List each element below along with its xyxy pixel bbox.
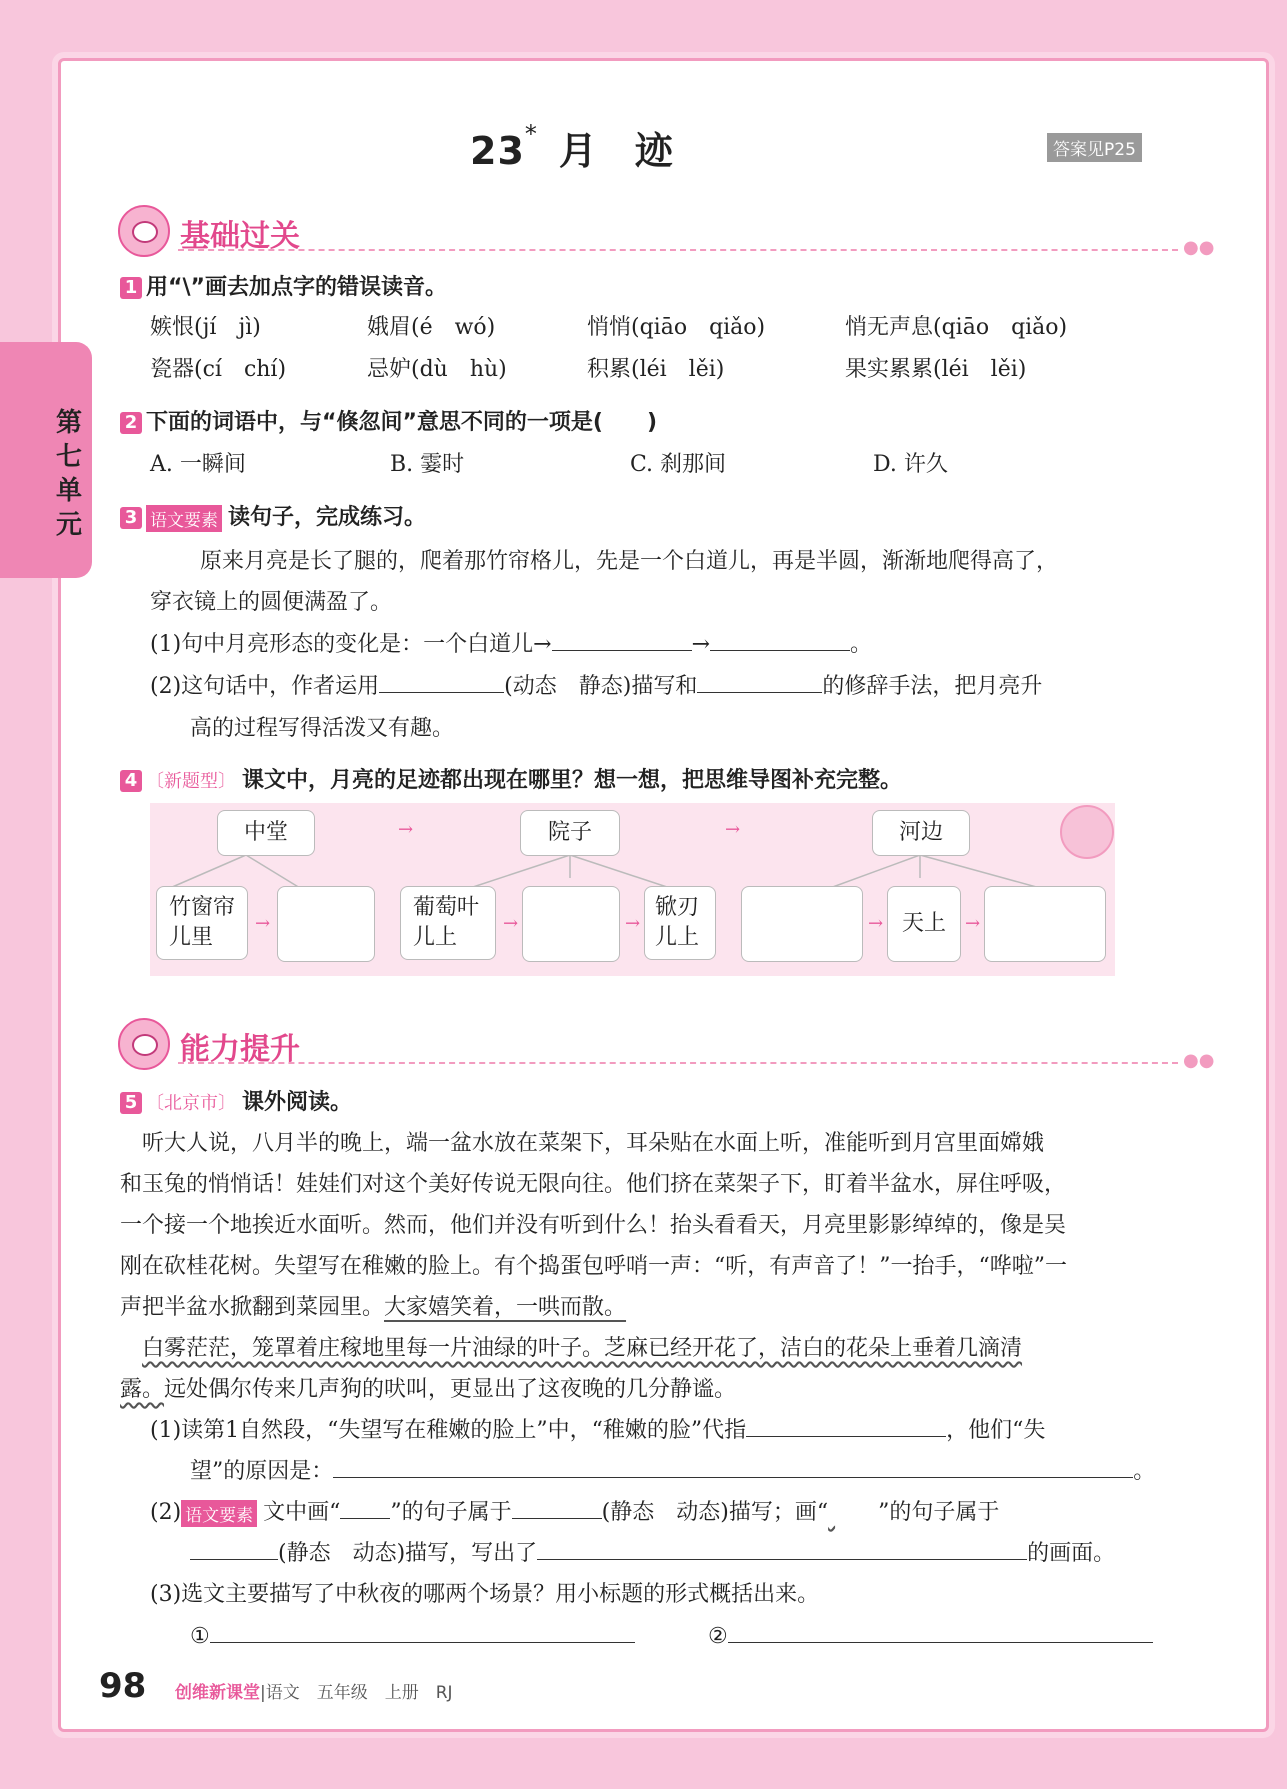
q2-option-c[interactable]: C. 刹那间: [630, 452, 727, 477]
mascot-icon: [118, 205, 170, 257]
q5-sub3: (3)选文主要描写了中秋夜的哪两个场景？用小标题的形式概括出来。: [150, 1582, 820, 1607]
question-text: 课外阅读。: [242, 1090, 353, 1115]
q1-item: 悄无声息(qiāo qiǎo): [845, 315, 1068, 340]
q1-item: 娥眉(é wó): [367, 315, 496, 340]
q3-sub2: [150, 669, 1042, 700]
arrow-icon: →: [625, 913, 641, 934]
section-title: 基础过关: [180, 219, 300, 254]
question-text: 下面的词语中，与“倏忽间”意思不同的一项是( ): [146, 410, 658, 435]
text: [120, 1336, 142, 1361]
answer-blank[interactable]: [379, 670, 504, 693]
q5-answer-1: [190, 1620, 635, 1649]
lesson-name: 月 迹: [558, 129, 673, 173]
text: →: [691, 632, 711, 657]
text: (1)读第1自然段，“失望写在稚嫩的脸上”中，“稚嫩的脸”代指: [150, 1418, 747, 1443]
question-3-prompt: [120, 500, 426, 532]
text: (静态 动态)描写，写出了: [278, 1541, 538, 1566]
separator: |: [260, 1683, 266, 1703]
answer-blank[interactable]: [333, 1455, 1133, 1478]
question-text: 读句子，完成练习。: [228, 505, 427, 530]
reading-line: 刚在砍桂花树。失望写在稚嫩的脸上。有个捣蛋包呼哨一声：“听，有声音了！”一抬手，“哗啦”一: [120, 1254, 1067, 1279]
text: ”的句子属于: [390, 1500, 512, 1525]
section-title: 能力提升: [180, 1032, 300, 1067]
underlined-sentence: 大家嬉笑着，一哄而散。: [384, 1295, 627, 1320]
arrow-icon: →: [398, 819, 414, 840]
text: (静态 动态)描写；画“: [601, 1500, 829, 1525]
wavy-sentence: 白雾茫茫，笼罩着庄稼地里每一片油绿的叶子。芝麻已经开花了，洁白的花朵上垂着几滴清: [142, 1336, 1023, 1361]
dots-icon: ●●: [1183, 237, 1215, 258]
text: 望”的原因是：: [190, 1459, 334, 1484]
q1-item: 嫉恨(jí jì): [150, 315, 261, 340]
reading-line: [120, 1331, 1022, 1362]
text: 的修辞手法，把月亮升: [822, 674, 1043, 699]
q2-option-d[interactable]: D. 许久: [873, 452, 948, 477]
question-number: 5: [120, 1092, 142, 1114]
mind-node-hebian: 河边: [872, 810, 970, 856]
text: ”的句子属于: [878, 1500, 1000, 1525]
question-number: 3: [120, 507, 142, 529]
mind-leaf-blank[interactable]: [984, 886, 1106, 962]
mind-node-yuanzi: 院子: [520, 810, 620, 856]
answer-blank[interactable]: [746, 1414, 946, 1437]
brand-name: 创维新课堂: [175, 1683, 260, 1703]
question-text: 课文中，月亮的足迹都出现在哪里？想一想，把思维导图补充完整。: [242, 768, 903, 793]
q2-option-a[interactable]: A. 一瞬间: [150, 452, 246, 477]
question-1-prompt: [120, 270, 447, 301]
arrow-icon: →: [725, 819, 741, 840]
mind-map: [150, 803, 1115, 976]
mascot-icon: [118, 1018, 170, 1070]
question-text: 用“\”画去加点字的错误读音。: [146, 275, 447, 300]
answer-blank[interactable]: [512, 1496, 602, 1519]
section-header-advance: [118, 1018, 1215, 1071]
book-info: 语文 五年级 上册 RJ: [265, 1683, 453, 1703]
answer-blank[interactable]: [728, 1620, 1153, 1643]
text: 声把半盆水掀翻到菜园里。: [120, 1295, 385, 1320]
text: 的画面。: [1027, 1541, 1116, 1566]
q1-item: 忌妒(dù hù): [367, 357, 507, 382]
reading-line: 和玉兔的悄悄话！娃娃们对这个美好传说无限向往。他们挤在菜架子下，盯着半盆水，屏住呼吸，: [120, 1172, 1067, 1197]
mind-node-zhongtang: 中堂: [217, 810, 315, 856]
literacy-tag: 语文要素: [146, 505, 222, 532]
q5-sub2: [150, 1495, 999, 1527]
reading-line: 一个接一个地挨近水面听。然而，他们并没有听到什么！抬头看看天，月亮里影影绰绰的，像是吴: [120, 1213, 1067, 1238]
text: 。: [850, 632, 873, 657]
question-2-prompt: [120, 405, 657, 436]
lesson-title: [470, 120, 673, 175]
answer-blank[interactable]: [552, 628, 692, 651]
region-tag: 〔北京市〕: [146, 1093, 236, 1114]
arrow-icon: →: [965, 913, 981, 934]
question-number: 4: [120, 770, 142, 792]
moon-icon: [1060, 805, 1114, 859]
dots-icon: ●●: [1183, 1050, 1215, 1071]
section-header-basic: [118, 205, 1215, 258]
q1-item: 积累(léi lěi): [587, 357, 725, 382]
answer-reference-badge: 答案见P25: [1047, 133, 1142, 162]
lesson-number: 23: [470, 129, 525, 173]
mind-leaf-blank[interactable]: [277, 886, 375, 962]
q5-answer-2: [708, 1620, 1153, 1649]
reading-line: [120, 1290, 626, 1321]
unit-tab: [0, 342, 92, 578]
mind-leaf-blank[interactable]: [522, 886, 620, 962]
wavy-sample: [828, 1500, 878, 1525]
text: 。: [1133, 1459, 1156, 1484]
reading-line: [120, 1372, 736, 1403]
question-number: 2: [120, 412, 142, 434]
mind-leaf-blank[interactable]: [741, 886, 863, 962]
footer-info: [175, 1678, 453, 1703]
text: (2): [150, 1500, 182, 1525]
reading-line: 听大人说，八月半的晚上，端一盆水放在菜架下，耳朵贴在水面上听，准能听到月宫里面嫦娥: [120, 1131, 1045, 1156]
q5-sub1: [150, 1413, 1045, 1444]
lesson-star: *: [524, 120, 537, 148]
answer-blank[interactable]: [190, 1537, 278, 1560]
answer-blank[interactable]: [697, 670, 822, 693]
wavy-sentence: 露。: [120, 1377, 165, 1402]
answer-blank[interactable]: [537, 1537, 1027, 1560]
mind-leaf: 竹窗帘儿里: [156, 886, 248, 960]
q1-item: 悄悄(qiāo qiǎo): [587, 315, 766, 340]
section-divider: [178, 249, 1178, 251]
mind-leaf: 葡萄叶儿上: [400, 886, 496, 960]
q5-sub1-cont: [190, 1454, 1155, 1485]
new-type-tag: 〔新题型〕: [146, 771, 236, 792]
q3-sub2-cont: 高的过程写得活泼又有趣。: [190, 716, 455, 741]
section-divider: [178, 1062, 1178, 1064]
answer-blank[interactable]: [710, 628, 850, 651]
text: (动态 静态)描写和: [504, 674, 698, 699]
literacy-tag: 语文要素: [181, 1500, 257, 1527]
arrow-icon: →: [868, 913, 884, 934]
q3-passage: 原来月亮是长了腿的，爬着那竹帘格儿，先是一个白道儿，再是半圆，渐渐地爬得高了，: [200, 549, 1059, 574]
page-number: 98: [99, 1666, 147, 1706]
text: (1)句中月亮形态的变化是：一个白道儿→: [150, 632, 552, 657]
text: ，他们“失: [946, 1418, 1046, 1443]
q2-option-b[interactable]: B. 霎时: [390, 452, 465, 477]
q1-item: 瓷器(cí chí): [150, 357, 287, 382]
text: (2)这句话中，作者运用: [150, 674, 380, 699]
q1-item: 果实累累(léi lěi): [845, 357, 1027, 382]
arrow-icon: →: [255, 913, 271, 934]
mind-leaf: 锨刃儿上: [644, 886, 716, 960]
mind-leaf: 天上: [887, 886, 961, 962]
circle-number: ①: [190, 1624, 210, 1649]
question-number: 1: [120, 277, 142, 299]
unit-tab-label: 第七单元: [55, 408, 82, 540]
answer-blank[interactable]: [210, 1620, 635, 1643]
question-5-prompt: [120, 1085, 352, 1116]
question-4-prompt: [120, 763, 902, 794]
underline-sample: [340, 1496, 390, 1519]
arrow-icon: →: [503, 913, 519, 934]
circle-number: ②: [708, 1624, 728, 1649]
text: 文中画“: [263, 1500, 341, 1525]
q5-sub2-cont: [190, 1536, 1115, 1567]
q3-passage: 穿衣镜上的圆便满盈了。: [150, 590, 393, 615]
text: 远处偶尔传来几声狗的吠叫，更显出了这夜晚的几分静谧。: [164, 1377, 737, 1402]
q3-sub1: [150, 627, 872, 658]
